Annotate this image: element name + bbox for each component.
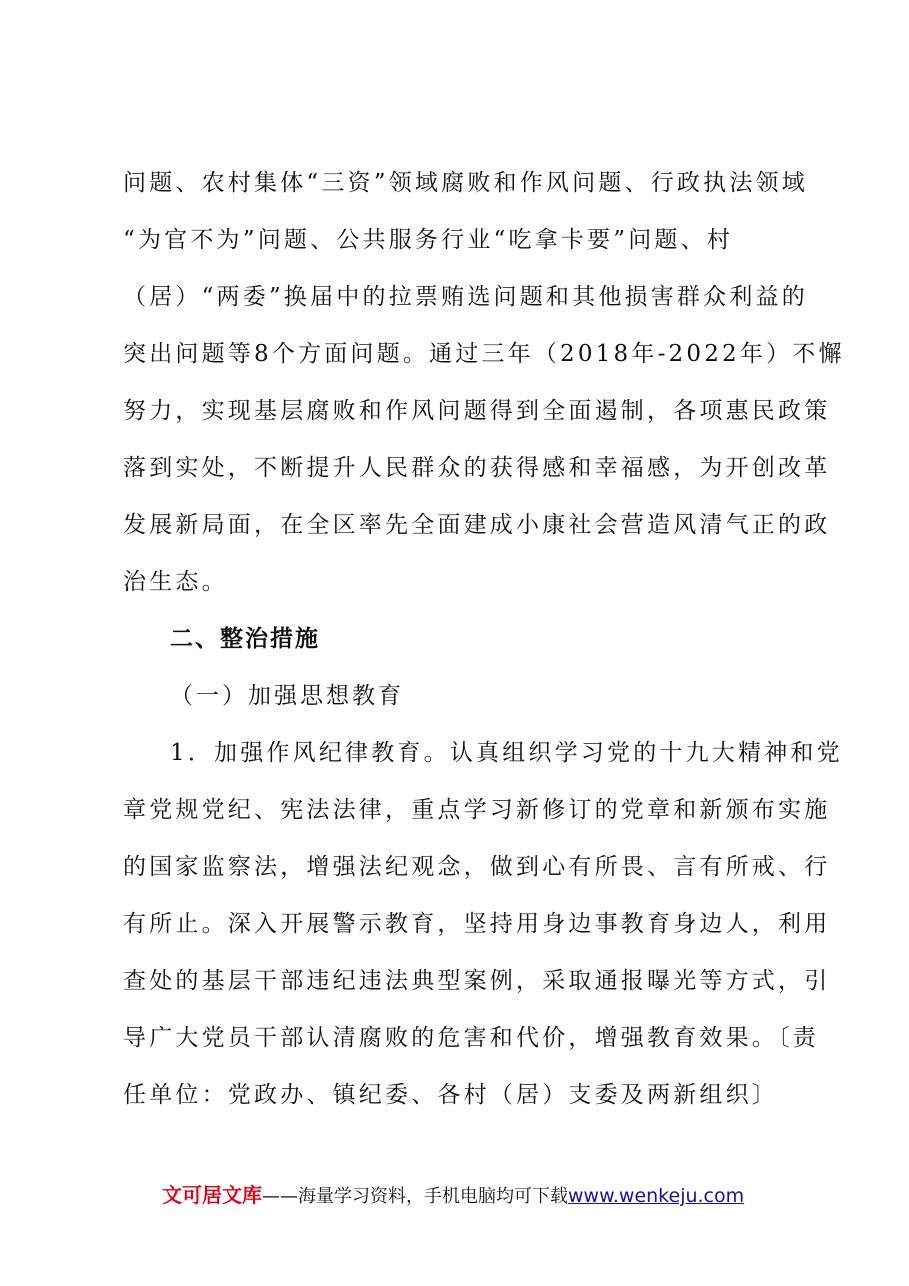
website-link[interactable]: www.wenkeju.com	[568, 1185, 745, 1207]
paragraph-line: 努力，实现基层腐败和作风问题得到全面遏制，各项惠民政策	[123, 398, 831, 424]
footer-tagline: ——海量学习资料，手机电脑均可下载	[262, 1186, 568, 1207]
paragraph-line: 问题、农村集体“三资”领域腐败和作风问题、行政执法领域	[123, 170, 808, 196]
item-line: 查处的基层干部违纪违法典型案例，采取通报曝光等方式，引	[123, 968, 831, 994]
item-line: 章党规党纪、宪法法律，重点学习新修订的党章和新颁布实施	[123, 797, 831, 823]
brand-name: 文可居文库	[162, 1183, 262, 1207]
paragraph-line: 落到实处，不断提升人民群众的获得感和幸福感，为开创改革	[123, 455, 831, 481]
item-line: 任单位：党政办、镇纪委、各村（居）支委及两新组织〕	[123, 1082, 778, 1108]
item-line: 的国家监察法，增强法纪观念，做到心有所畏、言有所戒、行	[123, 854, 831, 880]
item-line: 1．加强作风纪律教育。认真组织学习党的十九大精神和党	[170, 740, 843, 766]
paragraph-line: “为官不为”问题、公共服务行业“吃拿卡要”问题、村	[123, 227, 734, 253]
paragraph-line: 发展新局面，在全区率先全面建成小康社会营造风清气正的政	[123, 512, 831, 538]
footer-banner	[162, 1181, 744, 1211]
item-line: 有所止。深入开展警示教育，坚持用身边事教育身边人，利用	[123, 911, 831, 937]
paragraph-line: 突出问题等8个方面问题。通过三年（2018年-2022年）不懈	[123, 341, 845, 367]
subsection-heading: （一）加强思想教育	[170, 683, 404, 709]
paragraph-line: 治生态。	[123, 569, 228, 595]
item-line: 导广大党员干部认清腐败的危害和代价，增强教育效果。〔责	[123, 1025, 819, 1051]
section-heading: 二、整治措施	[170, 626, 320, 652]
paragraph-line: （居）“两委”换届中的拉票贿选问题和其他损害群众利益的	[123, 284, 808, 310]
